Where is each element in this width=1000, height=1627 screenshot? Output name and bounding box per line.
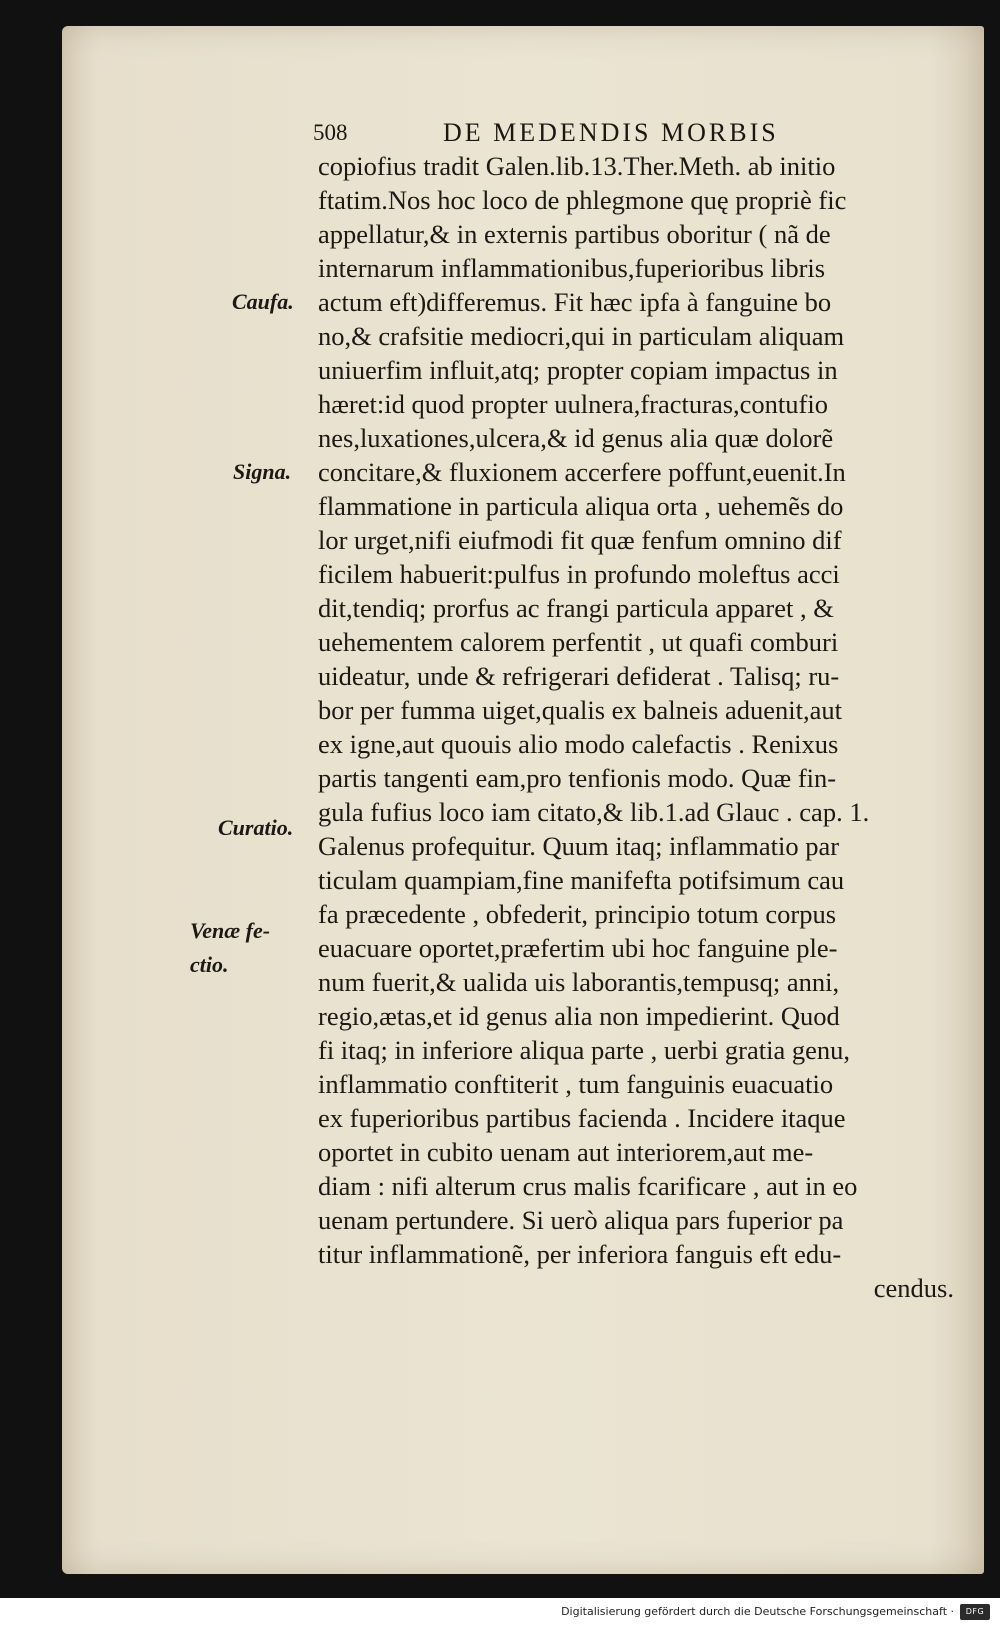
page-header: [313, 118, 863, 152]
text-line: uideatur, unde & refrigerari defiderat . Talisq; ru-: [318, 661, 840, 691]
text-line: regio,ætas,et id genus alia non impedierint. Quod: [318, 1001, 840, 1031]
text-line: internarum inflammationibus,fuperioribus libris: [318, 253, 826, 283]
text-line: euacuare oportet,præfertim ubi hoc fanguine ple-: [318, 933, 838, 963]
footer-bar: [0, 1598, 1000, 1627]
text-line: uniuerfim influit,atq; propter copiam impactus in: [318, 355, 838, 385]
text-line: concitare,& fluxionem accerfere poffunt,euenit.In: [318, 457, 846, 487]
text-line: cendus.: [873, 1273, 954, 1303]
text-line: gula fufius loco iam citato,& lib.1.ad Glauc . cap. 1.: [318, 797, 870, 827]
text-line: diam : nifi alterum crus malis fcarificare , aut in eo: [318, 1171, 858, 1201]
text-line: flammatione in particula aliqua orta , uehemẽs do: [318, 491, 844, 521]
funding-credit: Digitalisierung gefördert durch die Deutsche Forschungsgemeinschaft ·: [561, 1605, 954, 1618]
text-line: actum eft)differemus. Fit hæc ipfa à fanguine bo: [318, 287, 832, 317]
text-line: fa præcedente , obfederit, principio totum corpus: [318, 899, 837, 929]
text-line: fi itaq; in inferiore aliqua parte , uerbi gratia genu,: [318, 1035, 850, 1065]
margin-note-curatio: Curatio.: [218, 815, 294, 840]
text-line: appellatur,& in externis partibus oboritur ( nã de: [318, 219, 831, 249]
text-line: ftatim.Nos hoc loco de phlegmone quę propriè fic: [318, 185, 847, 215]
text-line: Galenus profequitur. Quum itaq; inflammatio par: [318, 831, 840, 861]
body-text: [318, 149, 958, 1305]
text-line: ex igne,aut quouis alio modo calefactis . Renixus: [318, 729, 839, 759]
margin-note-vena-sectio-line1: Venæ fe-: [190, 918, 271, 943]
text-line: partis tangenti eam,pro tenfionis modo. Quæ fin-: [318, 763, 837, 793]
text-line: copiofius tradit Galen.lib.13.Ther.Meth. ab initio: [318, 151, 836, 181]
text-line: ficilem habuerit:pulfus in profundo moleftus acci: [318, 559, 840, 589]
text-line: lor urget,nifi eiufmodi fit quæ fenfum omnino dif: [318, 525, 842, 555]
margin-note-vena-sectio-line2: ctio.: [190, 952, 229, 977]
text-line: bor per fumma uiget,qualis ex balneis aduenit,aut: [318, 695, 842, 725]
text-line: hæret:id quod propter uulnera,fracturas,contufio: [318, 389, 828, 419]
text-line: dit,tendiq; prorfus ac frangi particula apparet , &: [318, 593, 834, 623]
dfg-logo: DFG: [960, 1604, 990, 1620]
text-line: titur inflammationẽ, per inferiora fanguis eft edu-: [318, 1239, 842, 1269]
margin-note-causa: Caufa.: [232, 289, 294, 314]
text-line: ex fuperioribus partibus facienda . Incidere itaque: [318, 1103, 846, 1133]
page-number: 508: [313, 120, 348, 145]
text-line: uenam pertundere. Si uerò aliqua pars fuperior pa: [318, 1205, 844, 1235]
text-line: ticulam quampiam,fine manifefta potifsimum cau: [318, 865, 845, 895]
text-line: uehementem calorem perfentit , ut quafi comburi: [318, 627, 839, 657]
running-title: DE MEDENDIS MORBIS: [443, 118, 779, 147]
text-line: inflammatio conftiterit , tum fanguinis euacuatio: [318, 1069, 834, 1099]
margin-note-signa: Signa.: [233, 459, 292, 484]
text-line: nes,luxationes,ulcera,& id genus alia quæ dolorẽ: [318, 423, 834, 453]
text-line: oportet in cubito uenam aut interiorem,aut me-: [318, 1137, 814, 1167]
text-line: num fuerit,& ualida uis laborantis,tempusq; anni,: [318, 967, 840, 997]
text-line: no,& crafsitie mediocri,qui in particulam aliquam: [318, 321, 845, 351]
